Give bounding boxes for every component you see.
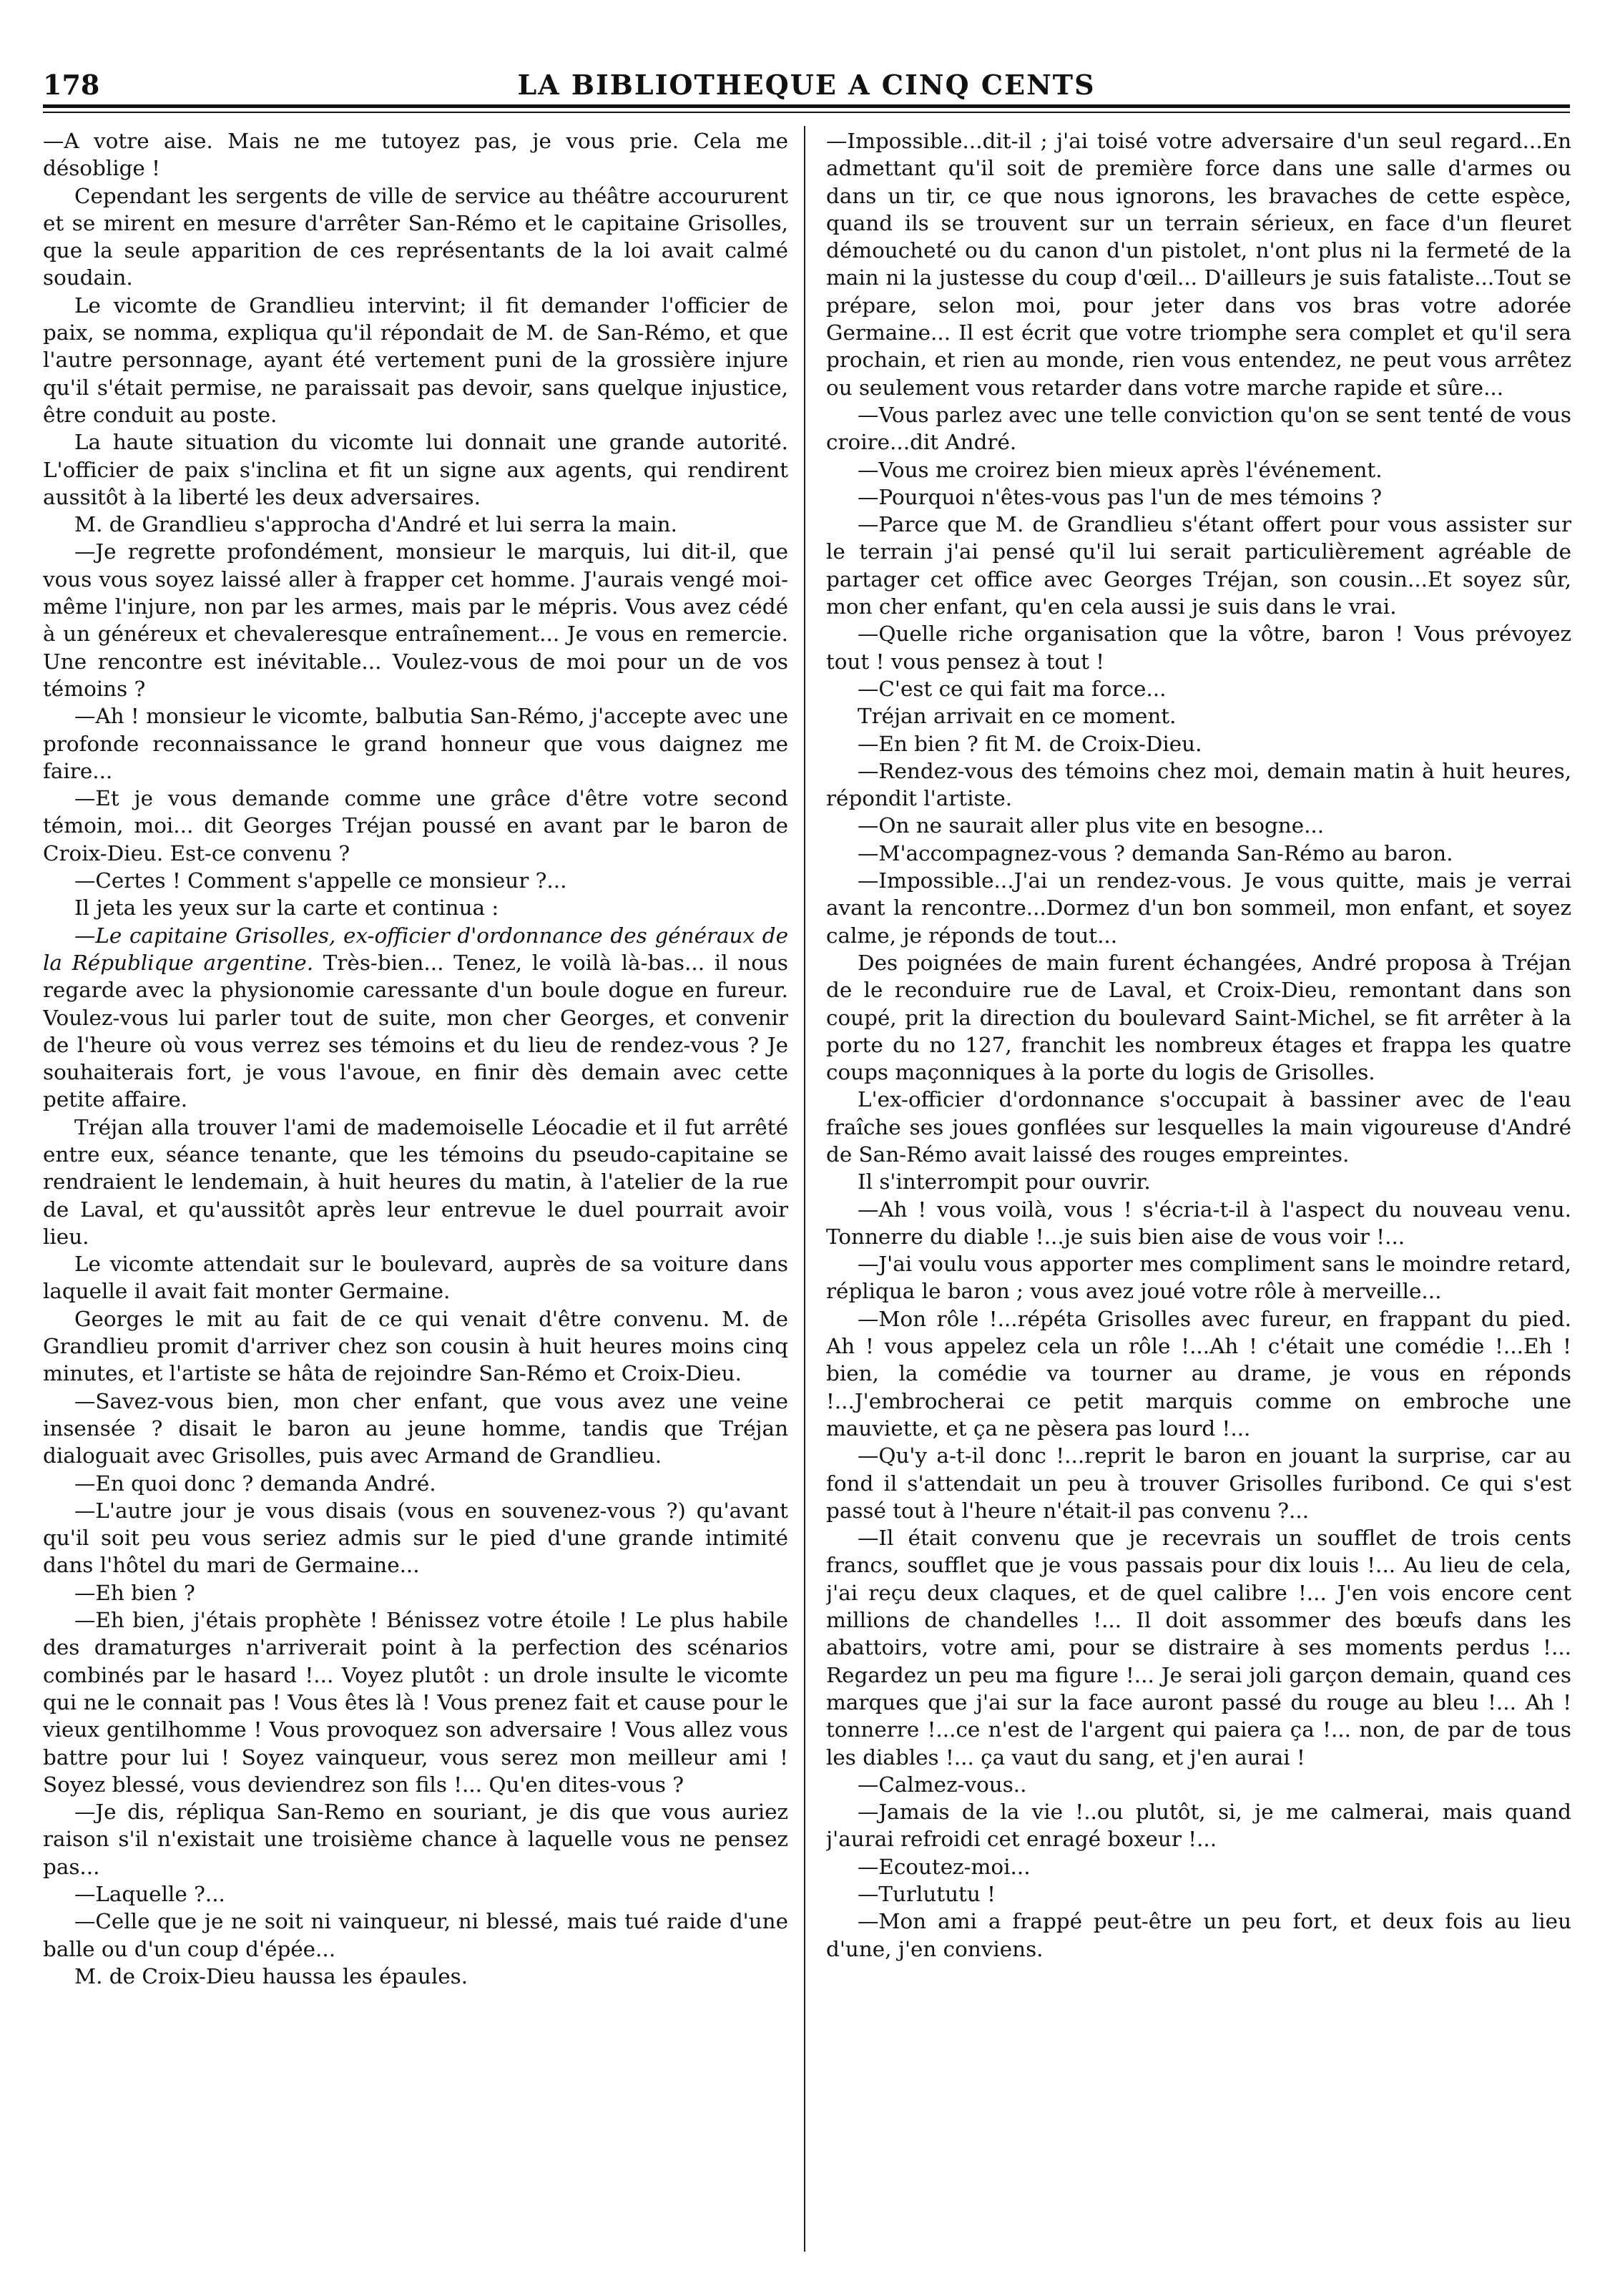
paragraph: Tréjan arrivait en ce moment.	[858, 704, 1177, 729]
paragraph: —Impossible...dit-il ; j'ai toisé votre adversaire d'un seul regard...En admettant qu'il soit de première force dans une salle d'armes ou dans un tir, ce que nous ignorons, les bravaches de cette espèce, quand ils se trouvent sur un terrain sérieux, en face d'un fleuret démoucheté ou du canon d'un pistolet, n'ont plus ni la fermeté de la main ni la justesse du coup d'œil... D'ailleurs je suis fataliste...Tout se prépare, selon moi, pour jeter dans vos bras votre adorée Germaine... Il est écrit que votre triomphe sera complet et qu'il sera prochain, et rien au monde, rien vous entendez, ne peut vous arrêtez ou seulement vous retarder dans votre marche rapide et sûre...	[826, 129, 1571, 400]
paragraph: —Pourquoi n'êtes-vous pas l'un de mes témoins ?	[858, 484, 1383, 509]
paragraph: —En quoi donc ? demanda André.	[74, 1471, 436, 1496]
paragraph: Il s'interrompit pour ouvrir.	[858, 1169, 1151, 1194]
paragraph: L'ex-officier d'ordonnance s'occupait à bassiner avec de l'eau fraîche ses joues gonflées sur lesquelles la main vigoureuse d'André de San-Rémo avait laissé des rouges empreintes.	[826, 1087, 1571, 1167]
paragraph: —Eh bien, j'étais prophète ! Bénissez votre étoile ! Le plus habile des dramaturges n'arriverait point à la perfection des scénarios combinés par le hasard !... Voyez plutôt : un drole insulte le vicomte qui ne le connait pas ! Vous êtes là ! Vous prenez fait et cause pour le vieux gentilhomme ! Vous provoquez son adversaire ! Vous allez vous battre pour lui ! Soyez vainqueur, vous serez mon meilleur ami ! Soyez blessé, vous deviendrez son fils !... Qu'en dites-vous ?	[43, 1608, 788, 1797]
paragraph: —Savez-vous bien, mon cher enfant, que vous avez une veine insensée ? disait le baron au jeune homme, tandis que Tréjan dialoguait avec Grisolles, puis avec Armand de Grandlieu.	[43, 1388, 788, 1468]
paragraph: —Quelle riche organisation que la vôtre, baron ! Vous prévoyez tout ! vous pensez à tout !	[826, 622, 1571, 674]
paragraph: Cependant les sergents de ville de service au théâtre accoururent et se mirent en mesure d'arrêter San-Rémo et le capitaine Grisolles, que la seule apparition de ces représentants de la loi avait calmé soudain.	[43, 183, 788, 290]
paragraph: —A votre aise. Mais ne me tutoyez pas, je vous prie. Cela me désoblige !	[43, 129, 788, 181]
paragraph: —Vous me croirez bien mieux après l'événement.	[858, 457, 1383, 482]
paragraph: —Qu'y a-t-il donc !...reprit le baron en jouant la surprise, car au fond il s'attendait un peu à trouver Grisolles furibond. Ce qui s'est passé tout à l'heure n'était-il pas convenu ?...	[826, 1443, 1571, 1523]
paragraph: Tréjan alla trouver l'ami de mademoiselle Léocadie et il fut arrêté entre eux, séance tenante, que les témoins du pseudo-capitaine se rendraient le lendemain, à huit heures du matin, à l'atelier de la rue de Laval, et qu'aussitôt après leur entrevue le duel pourrait avoir lieu.	[43, 1114, 788, 1249]
paragraph: —On ne saurait aller plus vite en besogne...	[858, 813, 1325, 838]
page-header	[43, 69, 1570, 104]
right-column	[826, 127, 1571, 2266]
paragraph: —Eh bien ?	[74, 1580, 195, 1605]
paragraph: —En bien ? fit M. de Croix-Dieu.	[858, 731, 1202, 756]
paragraph: Le vicomte attendait sur le boulevard, auprès de sa voiture dans laquelle il avait fait monter Germaine.	[43, 1252, 788, 1304]
paragraph: —Ecoutez-moi...	[858, 1854, 1031, 1879]
paragraph: Des poignées de main furent échangées, André proposa à Tréjan de le reconduire rue de Laval, et Croix-Dieu, remontant dans son coupé, prit la direction du boulevard Saint-Michel, se fit arrêter à la porte du no 127, franchit les nombreux étages et frappa les quatre coups maçonniques à la porte du logis de Grisolles.	[826, 950, 1571, 1085]
running-title: LA BIBLIOTHEQUE A CINQ CENTS	[517, 69, 1096, 101]
paragraph: —Laquelle ?...	[74, 1882, 225, 1906]
header-rule-thin	[43, 112, 1570, 113]
paragraph: —C'est ce qui fait ma force...	[858, 676, 1167, 701]
paragraph: —J'ai voulu vous apporter mes compliment sans le moindre retard, répliqua le baron ; vous avez joué votre rôle à merveille...	[826, 1252, 1571, 1304]
paragraph: —M'accompagnez-vous ? demanda San-Rémo au baron.	[858, 840, 1453, 865]
paragraph: —Il était convenu que je recevrais un soufflet de trois cents francs, soufflet que je vous passais pour dix louis !... Au lieu de cela, j'ai reçu deux claques, et de quel calibre !... J'en vois encore cent millions de chandelles !... Il doit assommer des bœufs dans les abattoirs, votre ami, pour se distraire à ses moments perdus !... Regardez un peu ma figure !... Je serai joli garçon demain, quand ces marques que j'ai sur la face auront passé du rouge au bleu !... Ah ! tonnerre !...ce n'est de l'argent qui paiera ça !... non, de par de tous les diables !... ça vaut du sang, et j'en aurai !	[826, 1526, 1571, 1770]
paragraph: —Le capitaine Grisolles, ex-officier d'ordonnance des généraux de la République argentine. Très-bien... Tenez, le voilà là-bas... il nous regarde avec la physionomie caressante d'un boule dogue en fureur. Voulez-vous lui parler tout de suite, mon cher Georges, et convenir de l'heure où vous verrez ses témoins et du lieu de rendez-vous ? Je souhaiterais fort, je vous l'avoue, en finir dès demain avec cette petite affaire.	[43, 923, 788, 1112]
paragraph: —Je dis, répliqua San-Remo en souriant, je dis que vous auriez raison s'il n'existait une troisième chance à laquelle vous ne pensez pas...	[43, 1800, 788, 1879]
paragraph: —Ah ! monsieur le vicomte, balbutia San-Rémo, j'accepte avec une profonde reconnaissance le grand honneur que vous daignez me faire...	[43, 704, 788, 783]
page-number: 178	[43, 69, 100, 101]
paragraph: —Mon ami a frappé peut-être un peu fort, et deux fois au lieu d'une, j'en conviens.	[826, 1909, 1571, 1961]
paragraph: M. de Croix-Dieu haussa les épaules.	[74, 1963, 468, 1988]
paragraph: —L'autre jour je vous disais (vous en souvenez-vous ?) qu'avant qu'il soit peu vous seriez admis sur le pied d'une grande intimité dans l'hôtel du mari de Germaine...	[43, 1498, 788, 1578]
paragraph: —Rendez-vous des témoins chez moi, demain matin à huit heures, répondit l'artiste.	[826, 758, 1571, 811]
paragraph: —Vous parlez avec une telle conviction qu'on se sent tenté de vous croire...dit André.	[826, 402, 1571, 455]
paragraph: Georges le mit au fait de ce qui venait d'être convenu. M. de Grandlieu promit d'arriver chez son cousin à huit heures moins cinq minutes, et l'artiste se hâta de rejoindre San-Rémo et Croix-Dieu.	[43, 1306, 788, 1386]
paragraph: —Je regrette profondément, monsieur le marquis, lui dit-il, que vous vous soyez laissé aller à frapper cet homme. J'aurais vengé moi-même l'injure, non par les armes, mais par le mépris. Vous avez cédé à un généreux et chevaleresque entraînement... Je vous en remercie. Une rencontre est inévitable... Voulez-vous de moi pour un de vos témoins ?	[43, 539, 788, 701]
left-column	[43, 127, 788, 2266]
paragraph: Le vicomte de Grandlieu intervint; il fit demander l'officier de paix, se nomma, expliqua qu'il répondait de M. de San-Rémo, et que l'autre personnage, ayant été vertement puni de la grossière injure qu'il s'était permise, ne paraissait pas devoir, sans quelque injustice, être conduit au poste.	[43, 293, 788, 427]
paragraph: —Ah ! vous voilà, vous ! s'écria-t-il à l'aspect du nouveau venu. Tonnerre du diable !...je suis bien aise de vous voir !...	[826, 1197, 1571, 1249]
paragraph: —Turlututu !	[858, 1882, 996, 1906]
paragraph: M. de Grandlieu s'approcha d'André et lui serra la main.	[74, 512, 677, 537]
paragraph: —Mon rôle !...répéta Grisolles avec fureur, en frappant du pied. Ah ! vous appelez cela un rôle !...Ah ! c'était une comédie !...Eh ! bien, la comédie va tourner au drame, je vous en réponds !...J'embrocherai ce petit marquis comme on embroche une mauviette, et ça ne pèsera pas lourd !...	[826, 1306, 1571, 1441]
paragraph: —Jamais de la vie !..ou plutôt, si, je me calmerai, mais quand j'aurai refroidi cet enragé boxeur !...	[826, 1800, 1571, 1852]
paragraph: Il jeta les yeux sur la carte et continua :	[74, 896, 499, 921]
paragraph: —Celle que je ne soit ni vainqueur, ni blessé, mais tué raide d'une balle ou d'un coup d'épée...	[43, 1909, 788, 1961]
column-divider	[804, 126, 805, 2252]
paragraph: —Parce que M. de Grandlieu s'étant offert pour vous assister sur le terrain j'ai pensé qu'il lui serait particulièrement agréable de partager cet office avec Georges Tréjan, son cousin...Et soyez sûr, mon cher enfant, qu'en cela aussi je suis dans le vrai.	[826, 512, 1571, 619]
paragraph: —Impossible...J'ai un rendez-vous. Je vous quitte, mais je verrai avant la rencontre...Dormez d'un bon sommeil, mon enfant, et soyez calme, je réponds de tout...	[826, 868, 1571, 948]
paragraph: La haute situation du vicomte lui donnait une grande autorité. L'officier de paix s'inclina et fit un signe aux agents, qui rendirent aussitôt à la liberté les deux adversaires.	[43, 430, 788, 509]
header-rule-thick	[43, 104, 1570, 108]
paragraph: —Calmez-vous..	[858, 1772, 1027, 1797]
paragraph: —Et je vous demande comme une grâce d'être votre second témoin, moi... dit Georges Tréjan poussé en avant par le baron de Croix-Dieu. Est-ce convenu ?	[43, 786, 788, 865]
paragraph: —Certes ! Comment s'appelle ce monsieur ?...	[74, 868, 567, 893]
